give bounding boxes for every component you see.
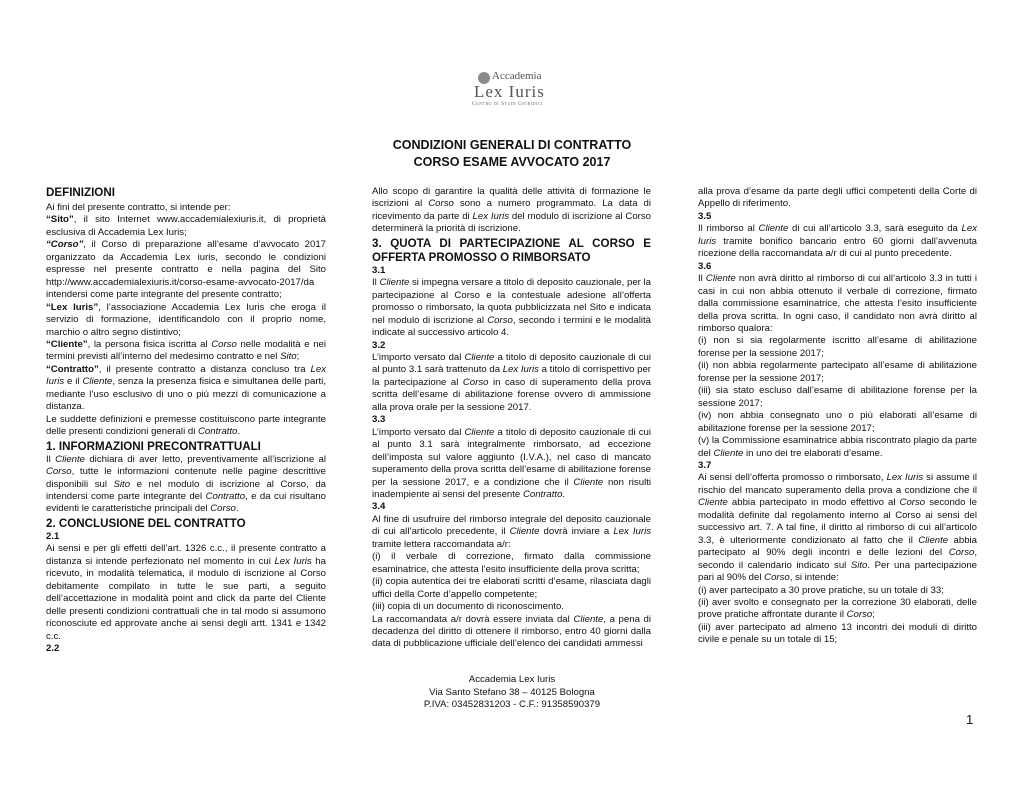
subsection-3-6: 3.6 [698,260,712,272]
subsection-3-7-item-ii: (ii) aver svolto e consegnato per la correzione 30 elaborati, delle prove pratiche affrontate durante il Corso; [698,596,977,621]
definition-corso: “Corso”, il Corso di preparazione all’esame d’avvocato 2017 organizzato da Accademia Lex iuris, secondo le condizioni espresse nel presente contratto e nella pagina del Sito http://www.accademialexiuris.it/corso-esame-avvocato-2017/da intendersi come parte integrante del presente contratto; [46,239,326,301]
subsection-3-6-item-iv: (iv) non abbia consegnato uno o più elaborati all’esame di abilitazione forense per la sessione 2017; [698,410,977,434]
subsection-3-7-text: Ai sensi dell’offerta promosso o rimborsato, Lex Iuris si assume il rischio del mancato superamento della prova a condizione che il Cliente abbia partecipato in modo effettivo al Corso secondo le modalità definite dal regolamento interno al Corso ai sensi del successivo art. 7. A tal fine, il diritto al rimborso di cui all’articolo 3.3, è ulteriormente condizionato al fatto che il Cliente abbia partecipato al 90% degli incontri e delle lezioni del Corso, secondo il calendario indicato sul Sito. Per una partecipazione pari al 90% del Corso, si intende: [698,472,978,584]
subsection-3-5: 3.5 [698,210,712,222]
subsection-3-7-item-iii: (iii) aver partecipato ad almeno 13 incontri dei moduli di diritto civile e penale su un totale di 15; [698,621,977,646]
subsection-3-4: 3.4 [372,501,386,513]
subsection-3-1: 3.1 [372,264,386,276]
subsection-3-4-continued: alla prova d’esame da parte degli uffici competenti della Corte di Appello di riferimento. [698,186,977,210]
section-2-heading: 2. CONCLUSIONE DEL CONTRATTO [46,516,246,530]
definitions-intro: Ai fini del presente contratto, si intende per: [46,202,231,213]
subsection-3-6-item-v: (v) la Commissione esaminatrice abbia riscontrato plagio da parte del Cliente in uno dei tre elaborati d’esame. [698,435,977,459]
subsection-3-4-text: Al fine di usufruire del rimborso integrale del deposito cauzionale di cui all’articolo precedente, il Cliente dovrà inviare a Lex Iuris tramite lettera raccomandata a/r: [372,513,651,550]
subsection-2-1: 2.1 [46,530,60,542]
page-number: 1 [966,712,974,727]
definitions-heading: DEFINIZIONI [46,186,115,199]
footer-company: Accademia Lex Iuris [468,674,556,685]
column-1 [46,186,326,655]
subsection-3-4-item-ii: (ii) copia autentica dei tre elaborati scritti d’esame, rilasciata dagli uffici della Corte d’appello competente; [372,576,651,600]
logo-line3: Centro di Studi Giuridici [472,101,543,107]
subsection-2-1-text: Ai sensi e per gli effetti dell’art. 1326 c.c., il presente contratto a distanza si intende perfezionato nel momento in cui Lex Iuris ha ricevuto, in modalità telematica, il modulo di iscrizione al Corso debitamente compilato in tutte le sue parti, a seguito dell’accettazione in modalità point and click da parte del Cliente delle presenti condizioni contrattuali che in tal modo si assumono riconosciute ed approvate anche ai sensi degli artt. 1341 e 1342 c.c. [46,543,326,642]
logo-line2: Lex Iuris [474,82,545,101]
subsection-3-2-text: L’importo versato dal Cliente a titolo di deposito cauzionale di cui al punto 3.1 sarà trattenuto da Lex Iuris a titolo di corrispettivo per la partecipazione al Corso in caso di superamento della prova scritta dell’esame di abilitazione forense ovvero di ammissione alla prova orale per la sessione 2017. [372,351,652,413]
subsection-3-4-deadline: La raccomandata a/r dovrà essere inviata dal Cliente, a pena di decadenza del diritto di ottenere il rimborso, entro 40 giorni dalla data di pubblicazione ufficiale dell’elenco dei candidati ammessi [372,613,652,650]
definition-contratto: “Contratto”, il presente contratto a distanza concluso tra Lex Iuris e il Cliente, senza la presenza fisica e simultanea delle parti, mediante l’uso esclusivo di uno o più mezzi di comunicazione a distanza. [46,363,326,413]
subsection-3-6-item-iii: (iii) sia stato escluso dall’esame di abilitazione forense per la sessione 2017; [698,385,977,409]
column-3 [698,186,977,647]
subsection-3-6-item-ii: (ii) non abbia regolarmente partecipato all’esame di abilitazione forense per la sessione 2017; [698,360,977,384]
subsection-3-3-text: L’importo versato dal Cliente a titolo di deposito cauzionale di cui al punto 3.1 sarà integralmente rimborsato, ad eccezione dell’imposta sul valore aggiunto (I.V.A.), nel caso di mancato superamento della prova scritta dell’esame di abilitazione forense per la sessione 2017, e a condizione che il Cliente non risulti inadempiente ai sensi del presente Contratto. [372,426,652,500]
logo-line1: Accademia [492,70,542,82]
section-3-heading: 3. QUOTA DI PARTECIPAZIONE AL CORSO E OFFERTA PROMOSSO O RIMBORSATO [372,236,651,264]
subsection-3-4-item-iii: (iii) copia di un documento di riconoscimento. [372,601,564,613]
section-1-heading: 1. INFORMAZIONI PRECONTRATTUALI [46,439,261,453]
footer-tax-ids: P.IVA: 03452831203 - C.F.: 91358590379 [423,699,601,710]
section-1-text: Il Cliente dichiara di aver letto, preventivamente all’iscrizione al Corso, tutte le informazioni contenute nelle pagine descrittive disponibili sul Sito e nel modulo di iscrizione al Corso, da intendersi come parte integrante del Contratto, e da cui risultano evidenti le caratteristiche principali del Corso. [46,453,326,515]
subsection-3-6-text: Il Cliente non avrà diritto al rimborso di cui all’articolo 3.3 in tutti i casi in cui non abbia ottenuto il verbale di correzione, firmato dalla commissione esaminatrice, che attesta l’esito insufficiente della prova scritta. In ogni caso, il candidato non avrà diritto al rimborso qualora: [698,273,977,334]
footer [0,674,1024,712]
subsection-3-5-text: Il rimborso al Cliente di cui all’articolo 3.3, sarà eseguito da Lex Iuris tramite bonifico bancario entro 60 giorni dall’avvenuta ricezione della raccomandata a/r di cui al punto precedente. [698,223,977,260]
definition-cliente: “Cliente”, la persona fisica iscritta al Corso nelle modalità e nei termini previsti all’interno del medesimo contratto e nel Sito; [46,338,326,363]
subsection-3-4-item-i: (i) il verbale di correzione, firmato dalla commissione esaminatrice, che attesta l’esito insufficiente della prova scritta; [372,551,651,575]
footer-address: Via Santo Stefano 38 – 40125 Bologna [429,686,595,698]
subsection-3-6-item-i: (i) non si sia regolarmente iscritto all’esame di abilitazione forense per la sessione 2017; [698,335,977,359]
subsection-3-2: 3.2 [372,339,386,351]
definition-lex-iuris: “Lex Iuris”, l’associazione Accademia Lex Iuris che eroga il servizio di formazione, identificandolo con il proprio nome, marchio o altro segno distintivo; [46,301,326,338]
column-2 [372,186,651,651]
subsection-3-7-item-i: (i) aver partecipato a 30 prove pratiche, su un totale di 33; [698,584,944,596]
subsection-3-1-text: Il Cliente si impegna versare a titolo di deposito cauzionale, per la partecipazione al Corso e la contestuale adesione all’offerta promosso o rimborsato, la quota pubblicizzata nel Sito e indicata nel modulo di iscrizione al Corso, secondo i termini e le modalità indicate al successivo articolo 4. [372,277,651,339]
document-title: CONDIZIONI GENERALI DI CONTRATTO [392,138,632,152]
subsection-3-7: 3.7 [698,459,712,471]
definition-sito: “Sito”, il sito Internet www.accademialexiuris.it, di proprietà esclusiva di Accademia Lex Iuris; [46,214,326,238]
subsection-2-2: 2.2 [46,642,60,654]
definitions-closing: Le suddette definizioni e premesse costituiscono parte integrante delle presenti condizioni generali di Contratto. [46,413,326,438]
logo [464,70,564,110]
subsection-3-3: 3.3 [372,414,386,426]
section-2-continued: Allo scopo di garantire la qualità delle attività di formazione le iscrizioni al Corso sono a numero programmato. La data di ricevimento da parte di Lex Iuris del modulo di iscrizione al Corso determinerà la priorità di iscrizione. [372,186,651,235]
document-subtitle: CORSO ESAME AVVOCATO 2017 [413,155,611,169]
